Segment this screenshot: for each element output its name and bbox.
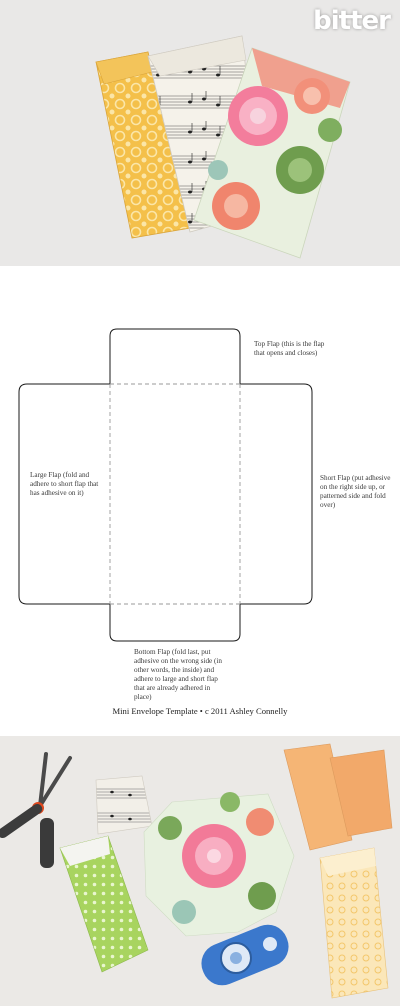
photo-bottom-crafting (0, 736, 400, 1006)
music-template (96, 776, 152, 834)
peach-envelope (284, 744, 392, 850)
floral-template (144, 792, 294, 936)
envelopes-photo (0, 0, 400, 266)
bottom-flap-label: Bottom Flap (fold last, put adhesive on the wrong side (in other words, the inside) and adhere to large and short flap that are already adhered in place) (134, 648, 223, 701)
crafting-photo (0, 736, 400, 1006)
large-flap-label: Large Flap (fold and adhere to short flap that has adhesive on it) (30, 471, 99, 497)
watermark-logo: bitter (313, 6, 390, 36)
fold-lines (110, 384, 240, 604)
green-polka-envelope (60, 836, 148, 972)
scissors (0, 754, 70, 868)
short-flap-label: Short Flap (put adhesive on the right side up, or patterned side and fold over) (320, 474, 391, 509)
photo-top-envelopes (0, 0, 400, 266)
yellow-lace-envelope (320, 848, 388, 998)
top-flap-label: Top Flap (this is the flap that opens and closes) (254, 340, 325, 357)
template-caption: Mini Envelope Template • c 2011 Ashley Connelly (112, 706, 288, 716)
envelope-template (0, 266, 400, 736)
